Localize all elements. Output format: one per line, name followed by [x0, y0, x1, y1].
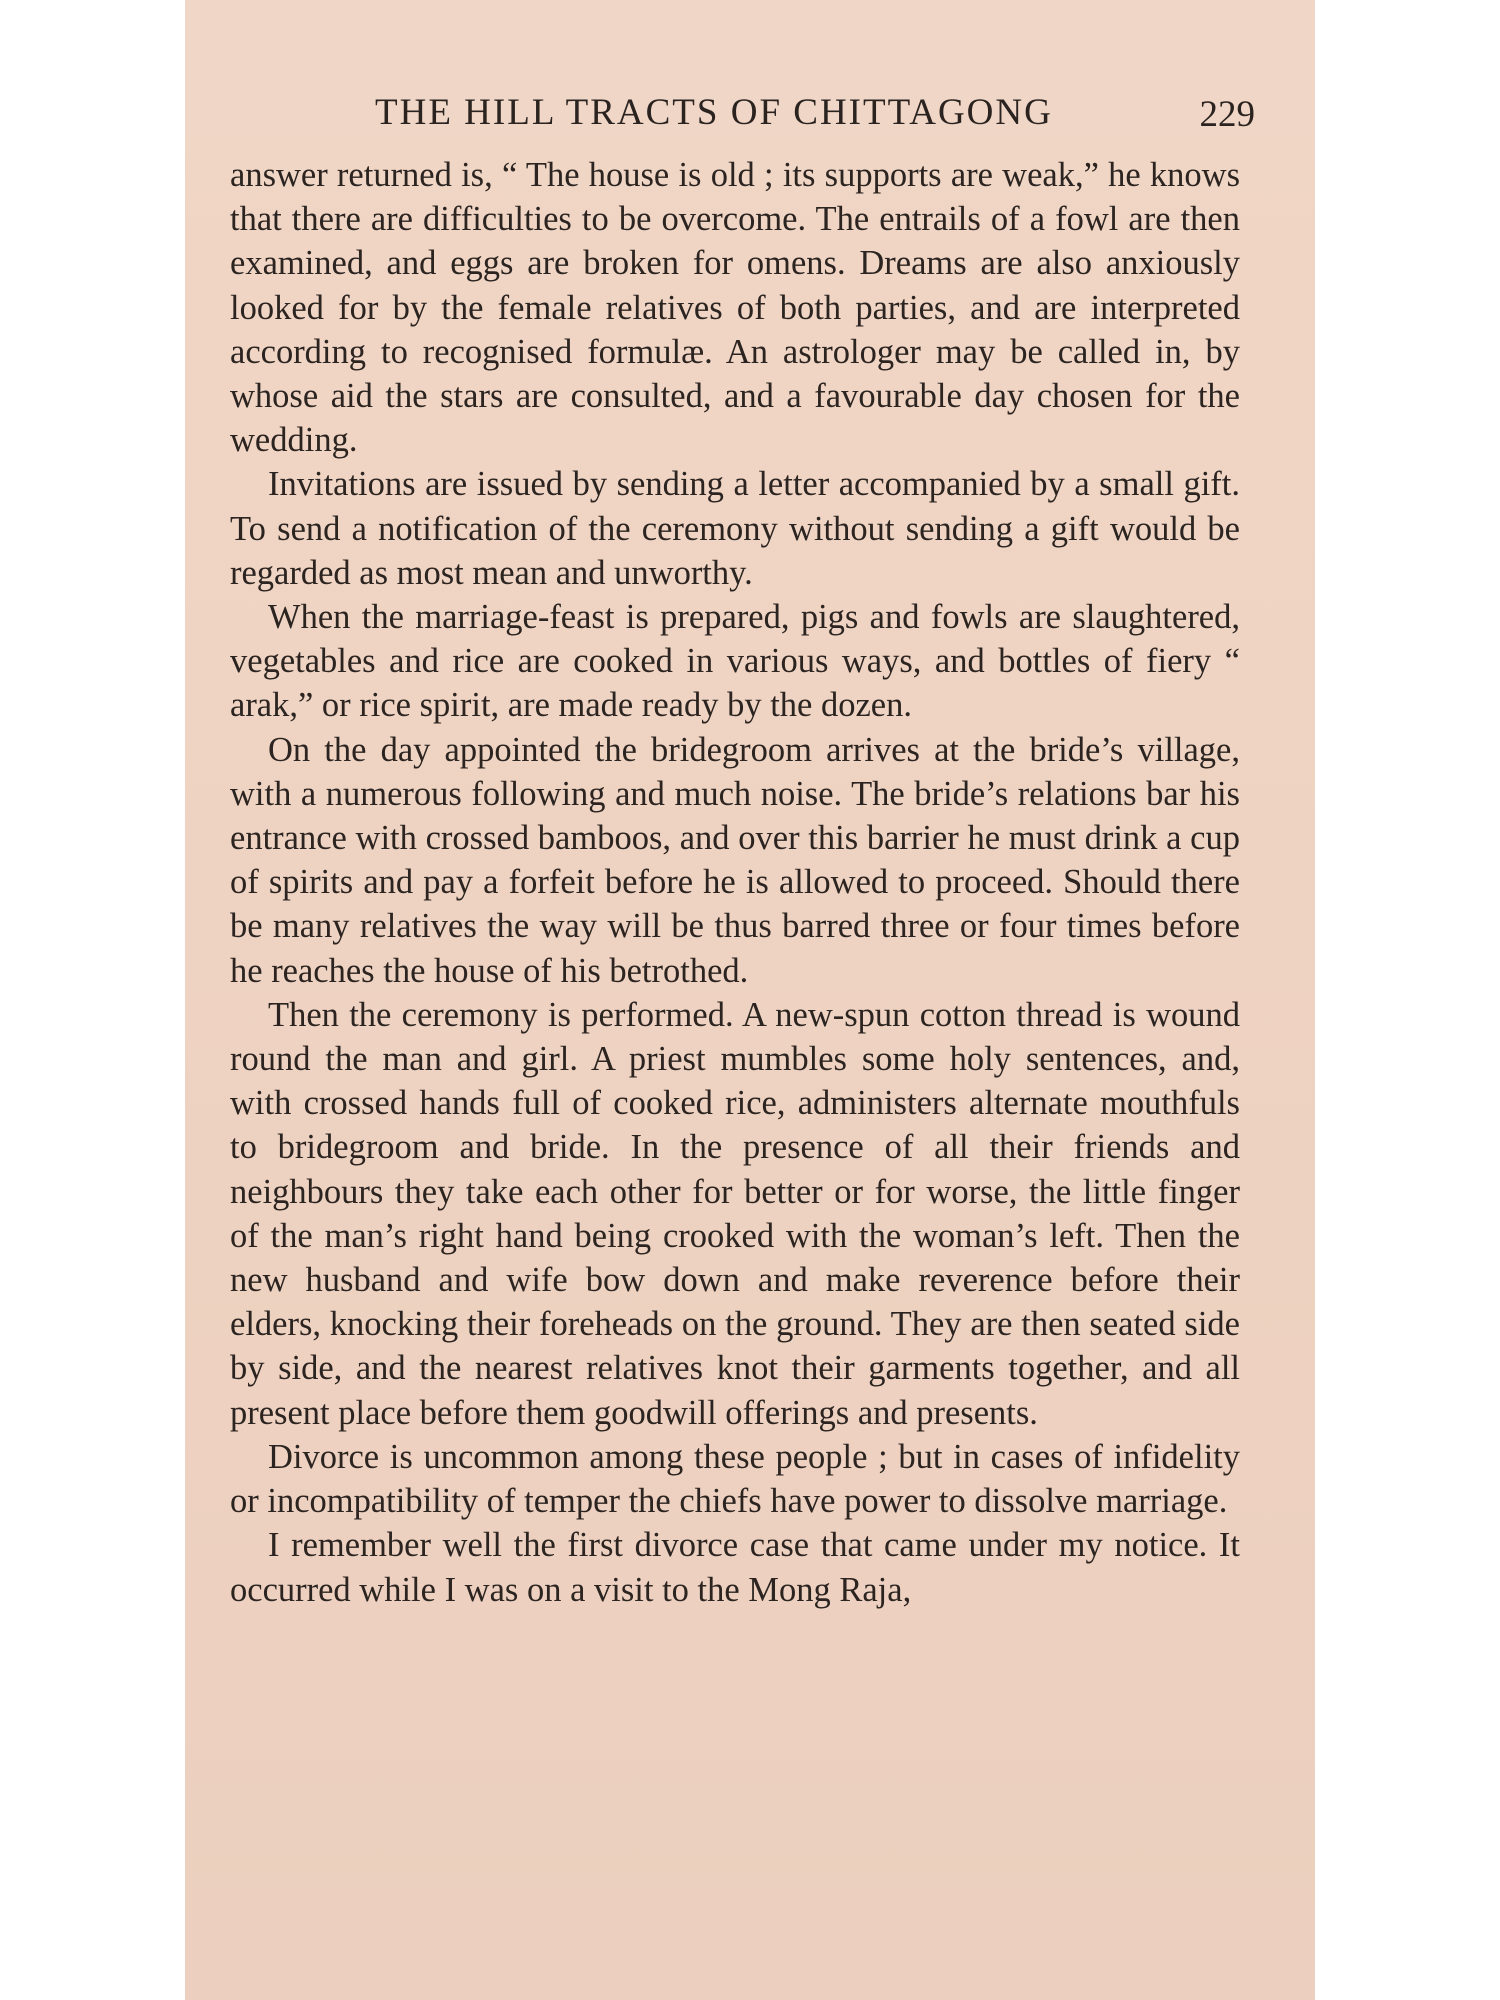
paragraph-ceremony: Then the ceremony is performed. A new-spun cotton thread is wound round the man and girl. A priest mumbles some holy sentences, and, with crossed hands full of cooked rice, administers alternate mouthfuls to bridegroom and bride. In the presence of all their friends and neighbours they take each other for better or for worse, the little finger of the man’s right hand being crooked with the woman’s left. Then the new husband and wife bow down and make reverence before their elders, knocking their foreheads on the ground. They are then seated side by side, and the nearest relatives knot their garments together, and all present place before them goodwill offerings and presents. — [230, 995, 1240, 1432]
paragraph-first-divorce-case: I remember well the first divorce case that came under my notice. It occurred while I was on a visit to the Mong Raja, — [230, 1526, 1240, 1609]
body-text — [230, 153, 1240, 1612]
paragraph-divorce: Divorce is uncommon among these people ; but in cases of infidelity or incompatibility of temper the chiefs have power to dissolve marriage. — [230, 1437, 1240, 1521]
running-title: THE HILL TRACTS OF CHITTAGONG — [375, 92, 1053, 133]
book-page — [185, 0, 1315, 2000]
paragraph-marriage-feast: When the marriage-feast is prepared, pigs and fowls are slaughtered, vegetables and rice are cooked in various ways, and bottles of fiery “ arak,” or rice spirit, are made ready by the dozen. — [230, 598, 1240, 725]
paragraph-continued: answer returned is, “ The house is old ; its supports are weak,” he knows that there are difficulties to be overcome. The entrails of a fowl are then examined, and eggs are broken for omens. Dreams are also anxiously looked for by the female relatives of both parties, and are interpreted according to recognised formulæ. An astrologer may be called in, by whose aid the stars are consulted, and a favourable day chosen for the wedding. — [230, 156, 1240, 460]
running-head — [185, 88, 1315, 138]
page-number: 229 — [1199, 94, 1255, 135]
paragraph-bridegroom-arrival: On the day appointed the bridegroom arrives at the bride’s village, with a numerous following and much noise. The bride’s relations bar his entrance with crossed bamboos, and over this barrier he must drink a cup of spirits and pay a forfeit before he is allowed to proceed. Should there be many relatives the way will be thus barred three or four times before he reaches the house of his betrothed. — [230, 730, 1240, 990]
paragraph-invitations: Invitations are issued by sending a letter accompanied by a small gift. To send a notification of the ceremony without sending a gift would be regarded as most mean and unworthy. — [230, 465, 1240, 592]
